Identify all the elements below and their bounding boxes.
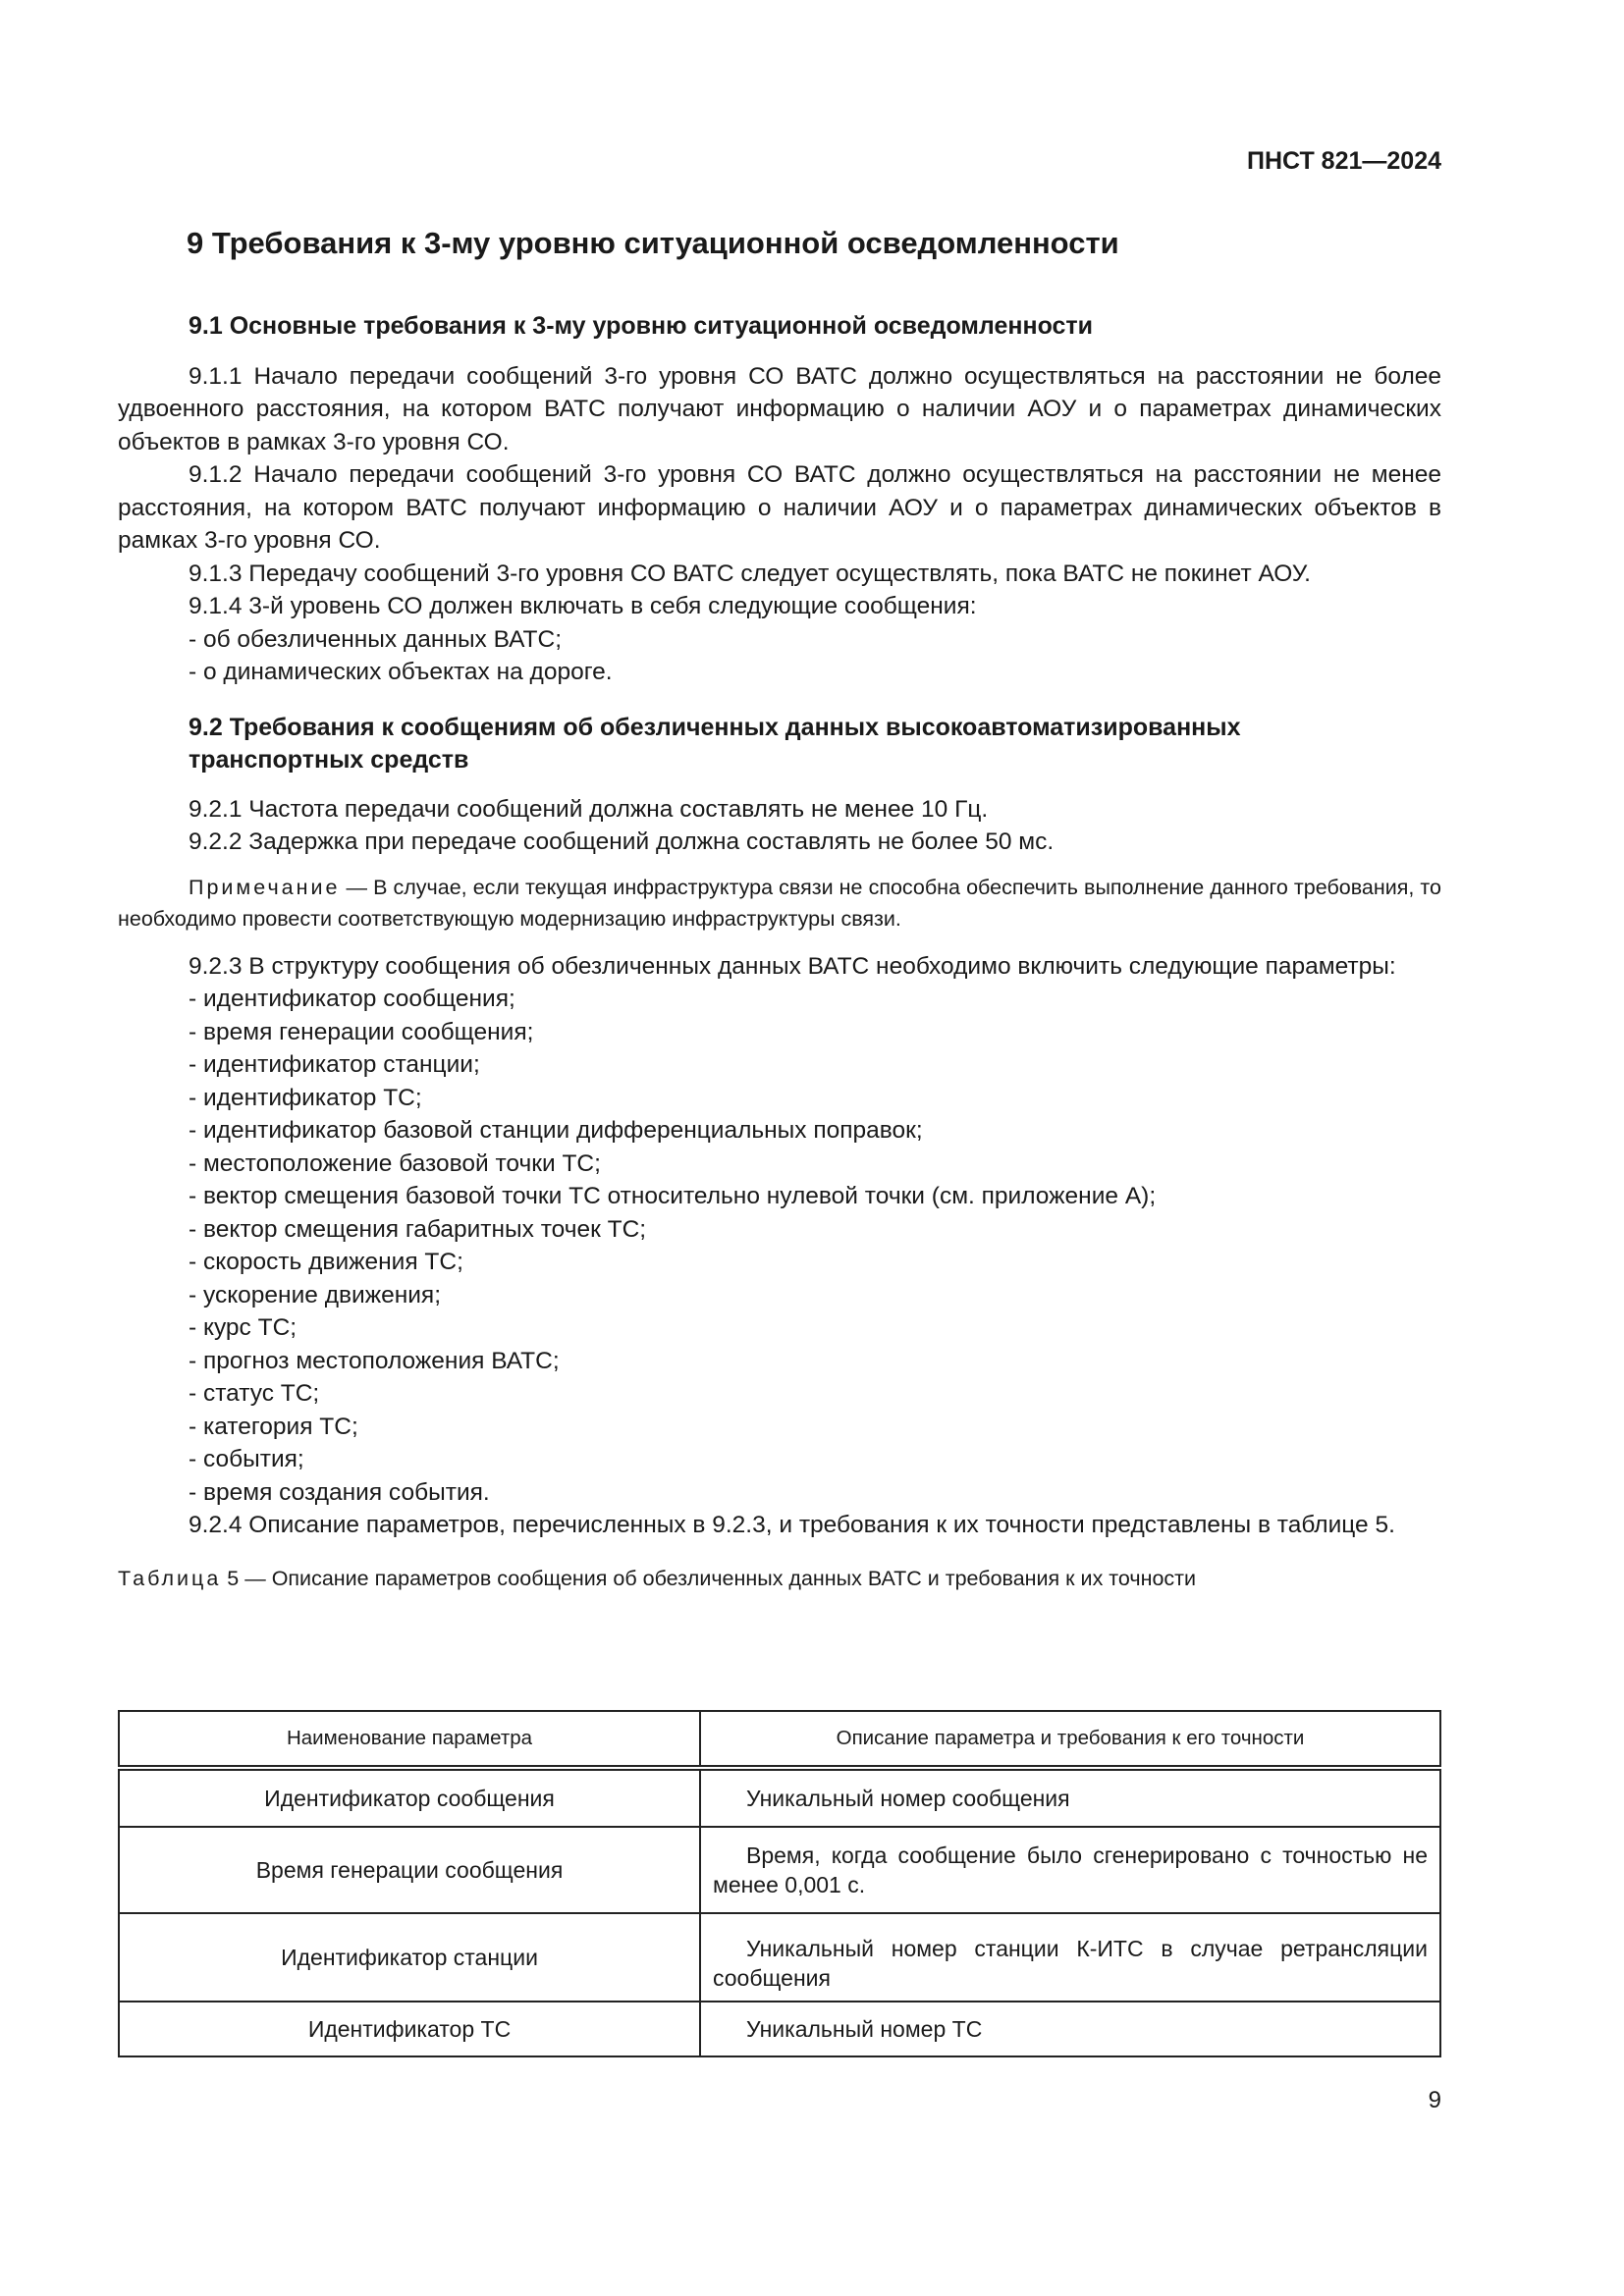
paragraph: 9.2.1 Частота передачи сообщений должна составлять не менее 10 Гц. [189,795,989,823]
list-item: - местоположение базовой точки ТС; [189,1149,601,1177]
cell-text: Уникальный номер ТС [746,2016,983,2042]
table-row [119,2002,1440,2056]
page-number: 9 [1428,2087,1441,2113]
list-item: - категория ТС; [189,1413,358,1440]
section-title: 9 Требования к 3-му уровню ситуационной осведомленности [187,226,1119,260]
document-id: ПНСТ 821—2024 [1247,147,1441,175]
paragraph: 9.2.4 Описание параметров, перечисленных в 9.2.3, и требования к их точности представлены в таблице 5. [189,1512,1395,1538]
paragraph: 9.2.2 Задержка при передаче сообщений должна составлять не более 50 мс. [189,828,1055,855]
subsection-title-9-2: 9.2 Требования к сообщениям об обезличенных данных высокоавтоматизированных транспортных средств [189,713,1241,774]
list-item: - о динамических объектах на дороге. [189,659,613,685]
list-item: - вектор смещения базовой точки ТС относительно нулевой точки (см. приложение А); [189,1183,1157,1209]
list-item: - события; [189,1446,304,1472]
table-cell: Идентификатор сообщения [119,1768,700,1827]
paragraph: 9.1.2 Начало передачи сообщений 3-го уровня СО ВАТС должно осуществляться на расстоянии не менее расстояния, на котором ВАТС получают информацию о наличии АОУ и о параметрах динамических объектов в рамках 3-го уровня СО. [118,461,1441,554]
cell-text: Уникальный номер станции К-ИТС в случае ретрансляции сообщения [713,1936,1428,1991]
list-item: - вектор смещения габаритных точек ТС; [189,1215,647,1243]
note-label: Примечание [189,875,341,899]
table-header-row [119,1711,1440,1768]
parameter-list [118,983,1441,1509]
list-item: - ускорение движения; [189,1281,442,1308]
list-item: - время генерации сообщения; [189,1018,534,1045]
table-row [119,1768,1440,1827]
table-cell [700,1768,1440,1827]
table-cell [700,2002,1440,2056]
paragraph: 9.1.1 Начало передачи сообщений 3-го уровня СО ВАТС должно осуществляться на расстоянии не более удвоенного расстояния, на котором ВАТС получают информацию о наличии АОУ и о параметрах динамических объектов в рамках 3-го уровня СО. [118,362,1441,455]
subsection-title-9-1: 9.1 Основные требования к 3-му уровню ситуационной осведомленности [189,312,1094,340]
table-cell: Время генерации сообщения [119,1827,700,1913]
cell-text: Время, когда сообщение было сгенерировано с точностью не менее 0,001 с. [713,1842,1428,1897]
table-cell [700,1913,1440,2002]
table-cell: Идентификатор ТС [119,2002,700,2056]
list-item: - статус ТС; [189,1380,320,1407]
caption-label: Таблица [118,1566,222,1590]
paragraph: 9.1.4 3-й уровень СО должен включать в себя следующие сообщения: [189,593,977,619]
list-item: - скорость движения ТС; [189,1249,463,1275]
list-item: - идентификатор сообщения; [189,986,515,1012]
parameters-table [118,1710,1441,2057]
caption-text: 5 — Описание параметров сообщения об обезличенных данных ВАТС и требования к их точности [221,1566,1197,1590]
list-item: - идентификатор станции; [189,1051,480,1078]
list-item: - идентификатор базовой станции дифференциальных поправок; [189,1117,923,1144]
table-cell [700,1827,1440,1913]
body-text [118,310,1441,1594]
list-item: - об обезличенных данных ВАТС; [189,625,563,653]
table-row [119,1913,1440,2002]
column-header: Наименование параметра [119,1711,700,1768]
cell-text: Уникальный номер сообщения [746,1786,1070,1811]
list-item: - идентификатор ТС; [189,1084,422,1111]
table-cell: Идентификатор станции [119,1913,700,2002]
list-item: - курс ТС; [189,1314,298,1341]
paragraph: 9.2.3 В структуру сообщения об обезличенных данных ВАТС необходимо включить следующие параметры: [189,952,1396,980]
table-row [119,1827,1440,1913]
list-item: - время создания события. [189,1478,490,1506]
paragraph: 9.1.3 Передачу сообщений 3-го уровня СО ВАТС следует осуществлять, пока ВАТС не покинет АОУ. [189,560,1311,587]
table-caption [118,1563,1441,1594]
list-item: - прогноз местоположения ВАТС; [189,1347,560,1374]
note-text: — В случае, если текущая инфраструктура связи не способна обеспечить выполнение данного требования, то необходимо провести соответствующую модернизацию инфраструктуры связи. [118,875,1441,931]
note [118,872,1441,934]
column-header: Описание параметра и требования к его точности [700,1711,1440,1768]
